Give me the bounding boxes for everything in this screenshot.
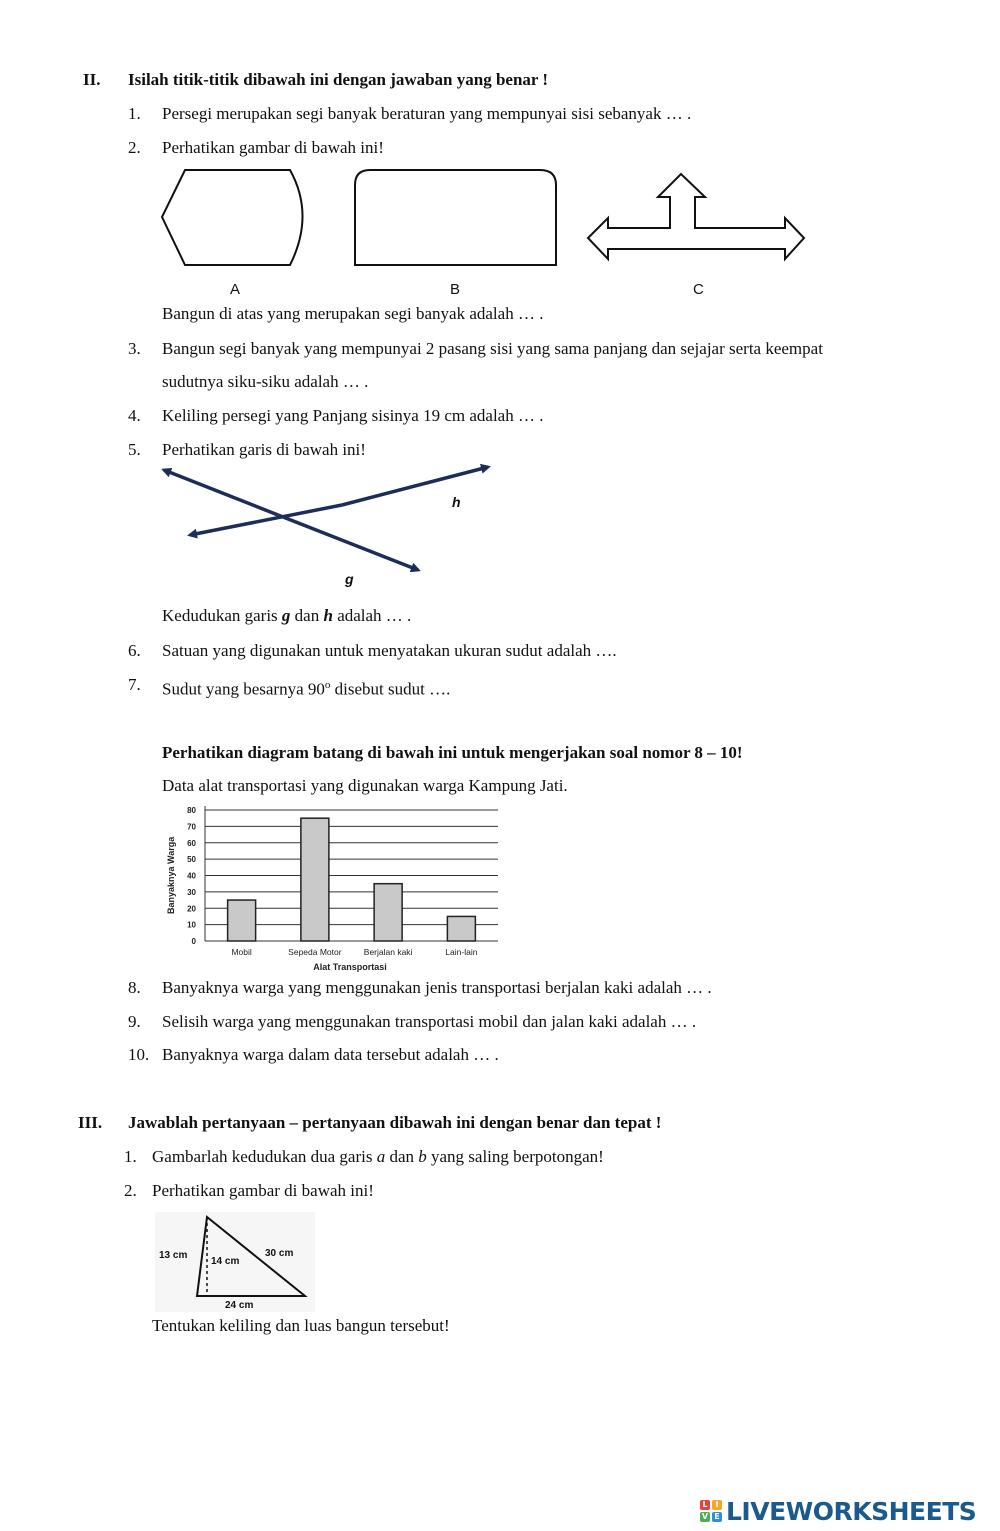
chart-bar xyxy=(447,916,475,941)
q1-text: Persegi merupakan segi banyak beraturan yang mempunyai sisi sebanyak … . xyxy=(162,104,692,123)
q5-followup-g: g xyxy=(281,606,291,625)
chart-bars xyxy=(228,818,476,941)
logo-letter-e: E xyxy=(712,1512,722,1522)
chart-xlabel: Alat Transportasi xyxy=(313,962,387,972)
line-g-back xyxy=(164,470,278,515)
q2-number: 2. xyxy=(128,138,141,157)
q7-text-pre: Sudut yang besarnya 90 xyxy=(162,679,325,699)
triangle-figure xyxy=(155,1212,315,1312)
chart-y-tick-label: 80 xyxy=(187,806,196,815)
s3-q1-number: 1. xyxy=(124,1147,137,1166)
triangle-side-right: 30 cm xyxy=(265,1248,294,1259)
q1-number: 1. xyxy=(128,104,141,123)
logo-letter-i: I xyxy=(712,1500,722,1510)
shape-a-label: A xyxy=(230,281,241,298)
chart-instruction: Perhatikan diagram batang di bawah ini untuk mengerjakan soal nomor 8 – 10! xyxy=(162,743,743,762)
q2-text: Perhatikan gambar di bawah ini! xyxy=(162,138,384,157)
q7-degree: o xyxy=(324,679,331,691)
s3-q2-followup: Tentukan keliling dan luas bangun tersebut! xyxy=(152,1316,450,1335)
q5-number: 5. xyxy=(128,440,141,459)
q5-followup-pre: Kedudukan garis xyxy=(162,606,282,625)
shapes-figure xyxy=(150,160,820,305)
q8-number: 8. xyxy=(128,978,141,997)
q6-text: Satuan yang digunakan untuk menyatakan ukuran sudut adalah …. xyxy=(162,641,617,660)
s3-q1-mid: dan xyxy=(385,1147,419,1166)
liveworksheets-logo xyxy=(700,1497,990,1525)
chart-x-labels xyxy=(231,947,477,957)
shape-b-label: B xyxy=(450,281,461,298)
s3-q1-a: a xyxy=(376,1147,386,1166)
chart-bar xyxy=(301,818,329,941)
chart-y-tick-label: 70 xyxy=(187,822,196,832)
triangle-height: 14 cm xyxy=(211,1256,240,1267)
shape-c-label: C xyxy=(693,281,704,298)
q9-text: Selisih warga yang menggunakan transportasi mobil dan jalan kaki adalah … . xyxy=(162,1012,697,1031)
s3-q1-b: b xyxy=(418,1147,427,1166)
q5-followup-mid: dan xyxy=(290,606,324,625)
s3-q1-post: yang saling berpotongan! xyxy=(426,1147,604,1166)
logo-grid-icon xyxy=(700,1500,722,1522)
q3-number: 3. xyxy=(128,339,141,358)
q4-number: 4. xyxy=(128,406,141,425)
chart-ylabel: Banyaknya Warga xyxy=(166,836,176,914)
q3-line1: Bangun segi banyak yang mempunyai 2 pasang sisi yang sama panjang dan sejajar serta keempat xyxy=(162,339,823,358)
s3-q2-number: 2. xyxy=(124,1181,137,1200)
chart-y-tick-label: 40 xyxy=(187,871,196,881)
q10-text: Banyaknya warga dalam data tersebut adalah … . xyxy=(162,1045,499,1064)
q5-followup xyxy=(162,606,411,626)
section-2-title: Isilah titik-titik dibawah ini dengan jawaban yang benar ! xyxy=(128,70,549,89)
logo-text: LIVEWORKSHEETS xyxy=(726,1496,977,1526)
s3-q1-text xyxy=(152,1147,604,1167)
q3-line2: sudutnya siku-siku adalah … . xyxy=(162,372,369,391)
logo-letter-l: L xyxy=(700,1500,710,1510)
chart-y-tick-label: 0 xyxy=(191,937,196,946)
chart-category-label: Sepeda Motor xyxy=(288,947,342,957)
chart-y-tick-label: 60 xyxy=(187,838,196,848)
q10-number: 10. xyxy=(128,1045,150,1064)
shape-b xyxy=(355,170,556,265)
chart-category-label: Mobil xyxy=(231,947,252,957)
bar-chart xyxy=(160,800,510,975)
line-g xyxy=(278,515,418,570)
chart-category-label: Lain-lain xyxy=(445,947,478,957)
q7-number: 7. xyxy=(128,675,141,694)
section-2-numeral: II. xyxy=(83,70,101,89)
q5-followup-h: h xyxy=(323,606,333,625)
chart-y-ticks xyxy=(187,806,196,946)
chart-y-tick-label: 10 xyxy=(187,920,196,930)
s3-q1-pre: Gambarlah kedudukan dua garis xyxy=(152,1147,377,1166)
chart-y-tick-label: 20 xyxy=(187,904,196,914)
triangle-base: 24 cm xyxy=(225,1300,254,1311)
q7-text-post: disebut sudut …. xyxy=(330,679,451,699)
line-g-label: g xyxy=(345,571,354,587)
q4-text: Keliling persegi yang Panjang sisinya 19 cm adalah … . xyxy=(162,406,544,425)
lines-figure xyxy=(150,455,510,580)
q7-text xyxy=(162,675,450,700)
triangle-side-left: 13 cm xyxy=(159,1250,188,1261)
chart-bar xyxy=(374,884,402,941)
section-3-title: Jawablah pertanyaan – pertanyaan dibawah ini dengan benar dan tepat ! xyxy=(128,1113,662,1132)
line-h xyxy=(342,467,488,505)
chart-bar xyxy=(228,900,256,941)
chart-y-tick-label: 30 xyxy=(187,887,196,897)
q2-followup: Bangun di atas yang merupakan segi banyak adalah … . xyxy=(162,304,544,323)
s3-q2-text: Perhatikan gambar di bawah ini! xyxy=(152,1181,374,1200)
q6-number: 6. xyxy=(128,641,141,660)
chart-y-tick-label: 50 xyxy=(187,855,196,865)
chart-category-label: Berjalan kaki xyxy=(363,947,413,957)
section-3-numeral: III. xyxy=(78,1113,103,1132)
shape-a xyxy=(162,170,303,265)
logo-letter-v: V xyxy=(701,1512,709,1521)
chart-caption: Data alat transportasi yang digunakan warga Kampung Jati. xyxy=(162,776,568,795)
line-h-label: h xyxy=(452,494,461,510)
q5-text: Perhatikan garis di bawah ini! xyxy=(162,440,366,459)
q9-number: 9. xyxy=(128,1012,141,1031)
q8-text: Banyaknya warga yang menggunakan jenis transportasi berjalan kaki adalah … . xyxy=(162,978,712,997)
shape-c xyxy=(588,174,804,259)
q5-followup-post: adalah … . xyxy=(332,606,412,625)
